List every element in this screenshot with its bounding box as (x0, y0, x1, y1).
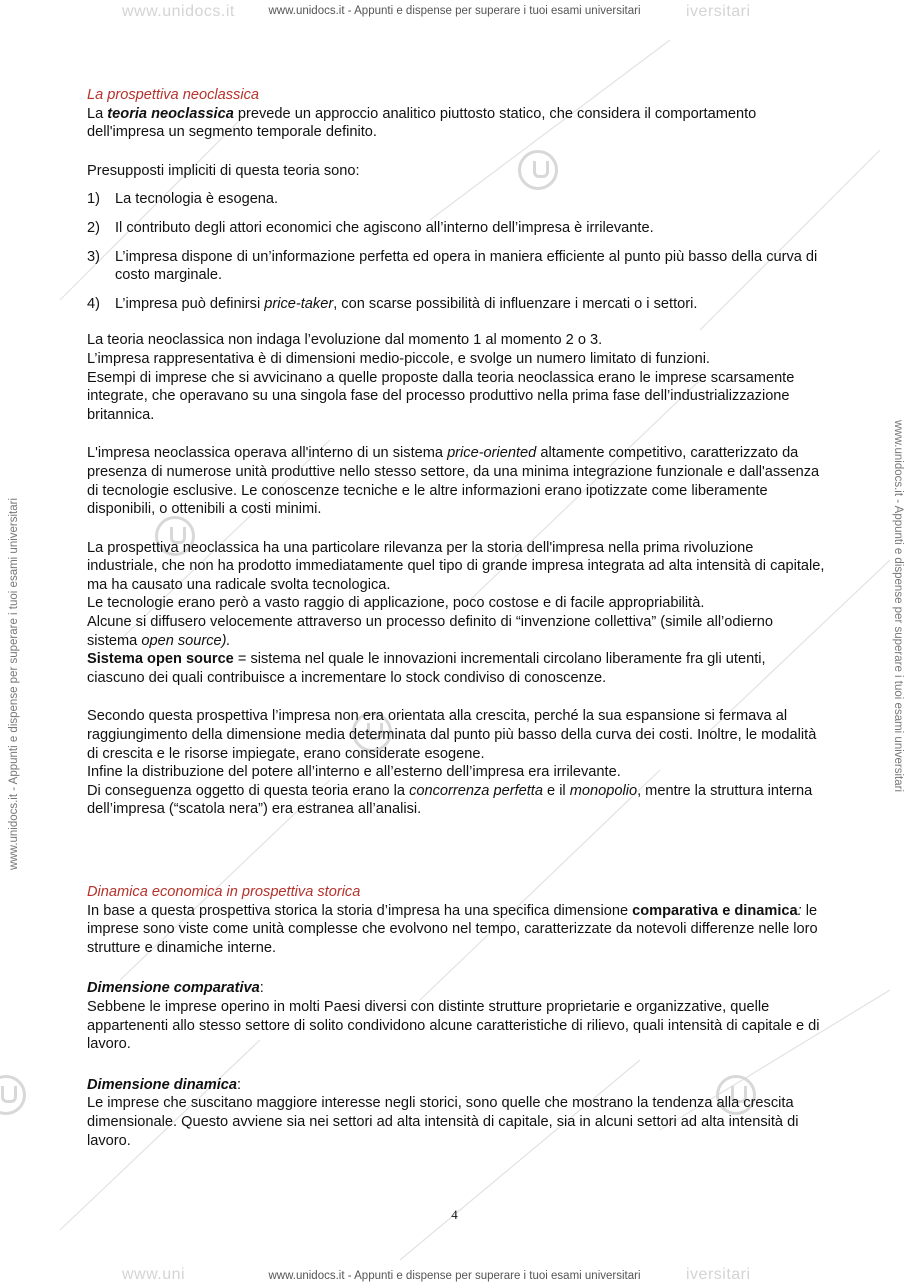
document-body (87, 86, 827, 1150)
paragraph: Sebbene le imprese operino in molti Paesi diversi con distinte strutture proprietarie e organizzative, quelle appartenenti allo stesso settore di solito condividono alcune caratteristiche di rilievo, quali intensità di capitale e di lavoro. (87, 998, 820, 1053)
paragraph: La teoria neoclassica non indaga l’evoluzione dal momento 1 al momento 2 o 3. (87, 332, 603, 349)
bold-term: Sistema open source (87, 651, 234, 668)
watermark-ghost-text: www.uni (122, 1266, 186, 1283)
paragraph: La prospettiva neoclassica ha una particolare rilevanza per la storia dell'impresa nella prima rivoluzione industriale, che non ha prodotto immediatamente quel tipo di grande impresa integrata ad alta intensità di capitale, ma ha causato una radicale svolta tecnologica. (87, 539, 825, 593)
paragraph: La teoria neoclassica prevede un approccio analitico piuttosto statico, che considera il comportamento dell'impresa un segmento temporale definito. (87, 105, 757, 141)
paragraph: Esempi di imprese che si avvicinano a quelle proposte dalla teoria neoclassica erano le imprese scarsamente integrate, che operavano su una singola fase del processo produttivo nella prima fase dell’industrializzazione britannica. (87, 369, 795, 423)
paragraph: In base a questa prospettiva storica la storia d’impresa ha una specifica dimensione comparativa e dinamica: le imprese sono viste come unità complesse che evolvono nel tempo, caratterizzate da notevoli differenze nelle loro strutture e dinamiche interne. (87, 902, 818, 956)
paragraph: Di conseguenza oggetto di questa teoria erano la concorrenza perfetta e il monopolio, mentre la struttura interna dell’impresa (“scatola nera”) era estranea all’analisi. (87, 782, 813, 818)
paragraph: Alcune si diffusero velocemente attraverso un processo definito di “invenzione collettiva” (simile all’odierno sistema open source). (87, 614, 773, 649)
paragraph: L'impresa neoclassica operava all'interno di un sistema price-oriented altamente competitivo, caratterizzato da presenza di numerose unità produttive nello stesso settore, da una minima integrazione funzionale e dall'assenza di tecnologie esclusive. Le conoscenze tecniche e le altre informazioni erano ipotizzate come liberamente disponibili, o ottenibili a costi minimi. (87, 445, 820, 518)
section-heading-neoclassica: La prospettiva neoclassica (87, 87, 259, 103)
paragraph: Sistema open source = sistema nel quale le innovazioni incrementali circolano liberamente fra gli utenti, ciascuno dei quali contribuisce a incrementare lo stock condiviso di conoscenze. (87, 651, 766, 686)
list-item: 3) L’impresa dispone di un’informazione perfetta ed opera in maniera efficiente al punto più basso della curva di costo marginale. (87, 248, 818, 284)
assumptions-list (87, 190, 827, 313)
paragraph: Secondo questa prospettiva l’impresa non era orientata alla crescita, perché la sua espansione si fermava al raggiungimento della dimensione media determinata dal punto più basso della curva dei costi. Inoltre, le modalità di crescita e le risorse impiegate, erano considerate esogene. (87, 708, 817, 762)
watermark-footer: www.unidocs.it - Appunti e dispense per superare i tuoi esami universitari (268, 1270, 641, 1282)
list-item: 4) L’impresa può definirsi price-taker, con scarse possibilità di influenzare i mercati o i settori. (87, 295, 698, 312)
watermark-header: www.unidocs.it - Appunti e dispense per superare i tuoi esami universitari (268, 5, 641, 17)
section-heading-dinamica: Dinamica economica in prospettiva storica (87, 884, 361, 900)
watermark-ghost-text: iversitari (686, 3, 751, 20)
bold-term: teoria neoclassica (107, 105, 234, 122)
paragraph: Presupposti impliciti di questa teoria sono: (87, 162, 360, 179)
paragraph: Infine la distribuzione del potere all’interno e all’esterno dell’impresa era irrilevante. (87, 764, 621, 781)
watermark-ghost-text: www.unidocs.it (122, 3, 235, 20)
subheading-comparativa: Dimensione comparativa: (87, 980, 264, 997)
watermark-side-left: www.unidocs.it - Appunti e dispense per superare i tuoi esami universitari (8, 497, 20, 870)
paragraph: Le tecnologie erano però a vasto raggio di applicazione, poco costose e di facile appropriabilità. (87, 595, 705, 612)
list-item: 1) La tecnologia è esogena. (87, 191, 279, 208)
list-item: 2) Il contributo degli attori economici che agiscono all’interno dell’impresa è irrilevante. (87, 219, 654, 236)
watermark-ghost-text: iversitari (686, 1266, 751, 1283)
paragraph: L’impresa rappresentativa è di dimensioni medio-piccole, e svolge un numero limitato di funzioni. (87, 350, 710, 367)
page-number: 4 (451, 1207, 458, 1222)
watermark-side-right: www.unidocs.it - Appunti e dispense per superare i tuoi esami universitari (892, 420, 904, 793)
subheading-dinamica: Dimensione dinamica: (87, 1076, 242, 1093)
paragraph: Le imprese che suscitano maggiore interesse negli storici, sono quelle che mostrano la tendenza alla crescita dimensionale. Questo avviene sia nei settori ad alta intensità di capitale, sia in alcuni settori ad alta intensità di lavoro. (87, 1095, 799, 1149)
